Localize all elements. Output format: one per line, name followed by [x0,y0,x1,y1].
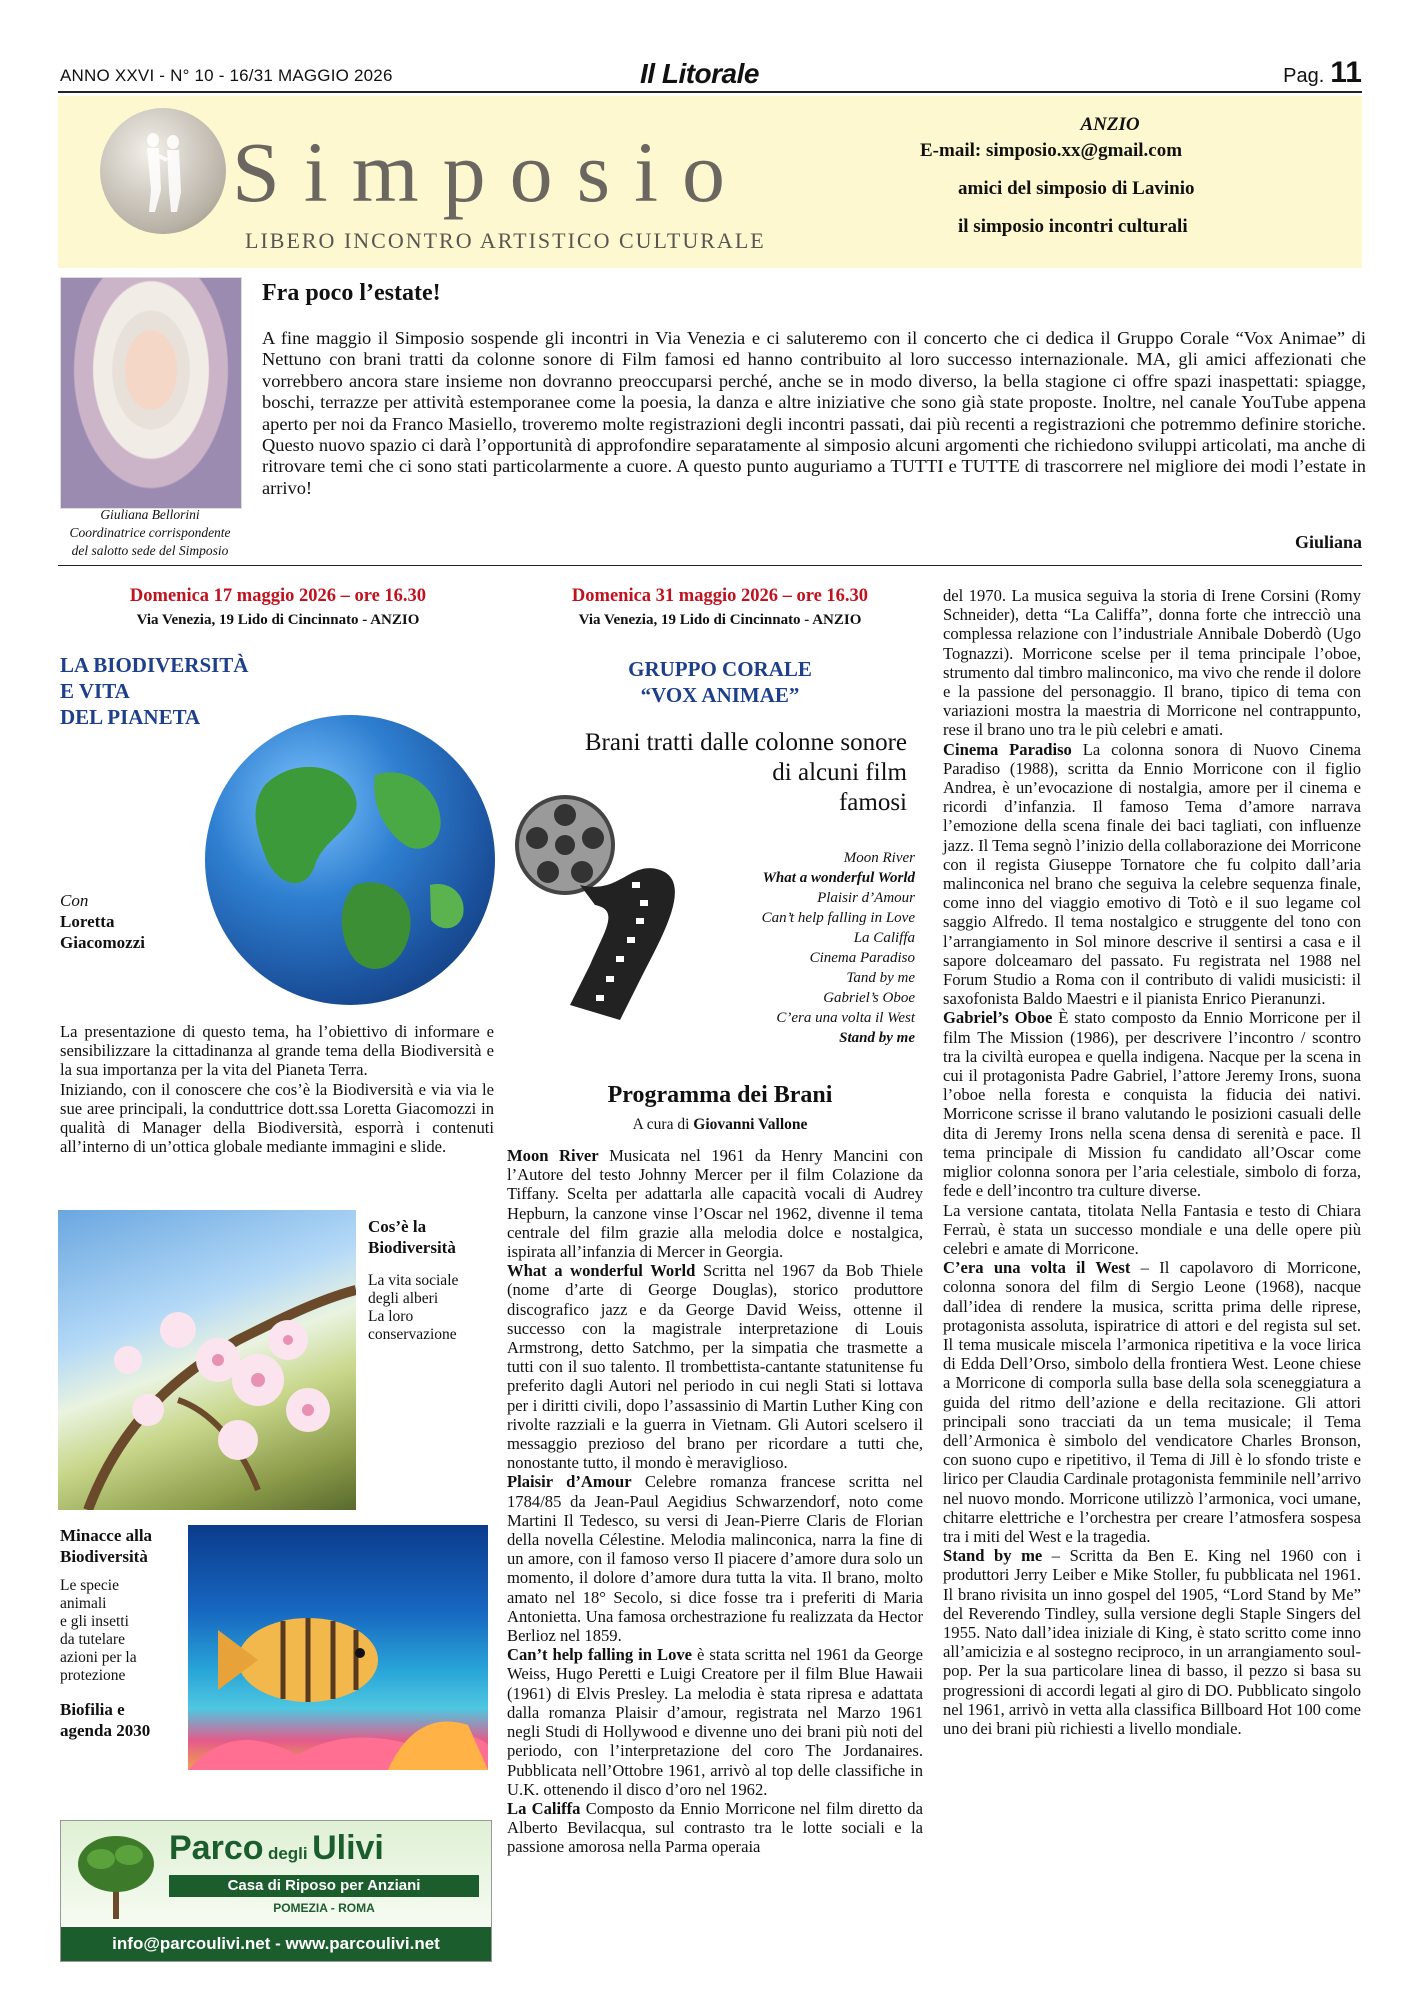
song-2: What a wonderful World [762,870,915,886]
caption-role-2: del salotto sede del Simposio [71,543,229,558]
header-rule [58,91,1362,93]
coordinator-photo [60,277,242,509]
intro-body: A fine maggio il Simposio sospende gli incontri in Via Venezia e ci saluteremo con il concerto che ci dedica il Gruppo Corale “Vox Animae” di Nettuno con brani tratti da colonne sonore di Film famosi ed hanno contribuito al loro successo internazionale. MA, gli amici affezionati che vorrebbero ancora stare insieme non dovranno preoccuparsi perché, anche se in modo diverso, la bella stagione ci offre spazi inaspettati: spiagge, boschi, terrazze per attività estemporanee come la poesia, la danza e altre iniziative che sono già state proposte. Inoltre, nel canale YouTube appena aperto per noi da Franco Masiello, troveremo molte registrazioni degli incontri passati, dai più recenti a registrazioni che potremmo definire storiche. Questo nuovo spazio ci darà l’opportunità di approfondire separatamente al simposio alcuni argomenti che richiedono sviluppi articolati, ma anche di ritrovare temi che ci sono stati particolarmente a cuore. A questo punto auguriamo a TUTTI e TUTTE di trascorrere nel migliore dei modi l’estate in arrivo! [262,328,1366,498]
cinema-paradiso-heading: Cinema Paradiso [943,739,1072,759]
song-8: Gabriel’s Oboe [823,990,915,1006]
event2-title-line1: GRUPPO CORALE [628,657,812,681]
moon-river-para [507,1146,923,1261]
west-text: – Il capolavoro di Morricone, colonna sonora del film di Sergio Leone (1968), nacque dall’idea di rendere la musica, scritta prima delle riprese, protagonista assoluta, ispiratrice di attori e del regista sul set. Il tema musicale miscela l’armonica ripetitiva e la voce lirica di Edda Dell’Orso, simbolo della frontiera West. Leone chiese a Morricone di comporla sulla base della sola sceneggiatura a guida del ritmo dell’azione e della recitazione. Gli attori principali sono tracciati da un tema musicale; il Tema dell’Armonica è simbolo del vendicatore Charles Bronson, con suono cupo e ripetitivo, il Tema di Jill è lo sfondo triste e lirico per Claudia Cardinale protagonista femminile nell’arrivo nel nuovo mondo. Morricone utilizzò l’armonica, voci umane, chitarre elettriche e l’orchestra per creare l’atmosfera sospesa tra i miti del West e la tragedia. [943,1258,1362,1546]
wonderful-world-heading: What a wonderful World [507,1261,696,1281]
gabriels-oboe-text: È stato composto da Ennio Morricone per il film The Mission (1986), per descrivere l’incontro / scontro tra la civiltà europea e quella indigena. Nacque per la scena in cui il protagonista Padre Gabriel, l’attore Jeremy Irons, suona l’oboe nella foresta e conquista la fiducia dei nativi. Morricone scrisse il brano valutando le posizioni casuali delle dita di Jeremy Irons nella scena densa di serenità e pace. Il tema principale di Mission fu candidato all’Oscar come miglior colonna sonora per l’aria celestiale, simbolo di forza, fede e dell’incontro tra culture diverse. [943,1008,1361,1201]
song-6: Cinema Paradiso [809,950,915,966]
contact-block [920,112,1300,240]
event2-subtitle-1: Brani tratti dalle colonne sonore [584,729,907,756]
side3-line-2: agenda 2030 [60,1721,151,1740]
event1-title [60,652,248,730]
speaker-with: Con [60,891,89,910]
blossom-tree-image [58,1210,356,1510]
contact-place: ANZIO [1080,114,1140,135]
event1-title-line3: DEL PIANETA [60,705,201,729]
cant-help-heading: Can’t help falling in Love [507,1645,693,1665]
west-para [943,1258,1361,1546]
ad-contact[interactable]: info@parcoulivi.net - www.parcoulivi.net [61,1927,491,1961]
fish-icon [188,1525,488,1770]
moon-river-heading: Moon River [507,1146,599,1165]
song-1: Moon River [843,850,915,866]
califfa-text: Composto da Ennio Morricone nel film diretto da Alberto Bevilacqua, sul contrasto tra le lotte sociali e la passione amorosa nella Parma operaia [507,1798,923,1857]
side1-line-2: degli alberi [368,1290,439,1307]
ad-name-2: degli [267,1844,308,1863]
side1-line-4: conservazione [368,1326,457,1343]
song-9: C’era una volta il West [776,1010,915,1026]
west-heading: C’era una volta il West [943,1258,1131,1278]
parco-ulivi-ad[interactable] [60,1820,492,1962]
side2-line-3: e gli insetti [60,1613,129,1630]
page-number-block [1283,56,1362,90]
speaker-block [60,890,145,953]
song-list [505,848,915,1048]
song-7: Tand by me [846,970,915,986]
facebook-page-2: il simposio incontri culturali [958,216,1188,237]
stand-by-me-text: – Scritta da Ben E. King nel 1960 con i produttori Jerry Leiber e Mike Stoller, fu pubblicata nel 1961. Il brano rivisita un inno gospel del 1905, “Lord Stand by Me” del Reverendo Tindley, sulla versione degli Staple Singers del 1955. Nato dall’idea iniziale di King, è stato scritto come inno all’amicizia e al sostegno reciproco, in un arrangiamento soul-pop. Per la sua particolare linea di basso, il pezzo si basa su progressioni di accordi legati al giro di DO. Pubblicato singolo nel 1961, arrivò in vetta alla classifica Billboard Hot 100 come uno dei brani più richiesti a livello mondiale. [943,1546,1361,1738]
program-curator [505,1116,935,1134]
wonderful-world-para [507,1261,923,1472]
cinema-paradiso-para [943,740,1361,1009]
gabriels-oboe-para-2: La versione cantata, titolata Nella Fantasia e testo di Chiara Ferraù, è stata un successo mondiale e una delle opere più celebri e amate di Morricone. [943,1200,1361,1258]
caption-role-1: Coordinatrice corrispondente [69,525,231,540]
gabriels-oboe-heading: Gabriel’s Oboe [943,1008,1053,1028]
program-text [507,1146,923,1857]
side2-title-2: Biodiversità [60,1547,148,1566]
flower-icon [58,1210,356,1510]
curator-label: A cura di [632,1116,690,1133]
cant-help-text: è stata scritta nel 1961 da George Weiss, Hugo Peretti e Luigi Creatore per il film Blue Hawaii (1961) di Elvis Presley. La melodia è stata ripresa e adattata dalla romanza Plaisir d’amour, registrata nel Marzo 1961 negli Studi di Hollywood e divenne uno dei brani più noti del periodo, con l’interpretazione del coro The Jordanaires. Pubblicata nell’Ottobre 1961, arrivò al top delle classifiche in U.K. ottenendo il disco d’oro nel 1962. [507,1645,923,1799]
side1-title-1: Cos’è la [368,1217,427,1236]
event1-description [60,1022,494,1156]
song-5: La Califfa [853,930,915,946]
side3-line-1: Biofilia e [60,1700,125,1719]
event1-address: Via Venezia, 19 Lido di Cincinnato - ANZIO [136,612,420,628]
olive-tree-icon [71,1829,161,1921]
event1-para-1: La presentazione di questo tema, ha l’obiettivo di informare e sensibilizzare la cittadinanza al grande tema della Biodiversità e la sua importanza per la vita del Pianeta Terra. [60,1022,494,1080]
section-rule [58,565,1362,566]
event2-title [505,656,935,708]
ad-banner [61,1821,491,1926]
caption-name: Giuliana Bellorini [100,507,200,522]
side2-line-4: da tutelare [60,1631,125,1648]
facebook-page-1: amici del simposio di Lavinio [958,178,1195,199]
event2-date: Domenica 31 maggio 2026 – ore 16.30 [571,586,869,606]
contact-email: E-mail: simposio.xx@gmail.com [920,140,1183,161]
side2-line-5: azioni per la [60,1649,137,1666]
continents-icon [205,715,495,1005]
side2-title-1: Minacce alla [60,1526,153,1545]
califfa-continued: del 1970. La musica seguiva la storia di Irene Corsini (Romy Schneider), detta “La Califfa”, donna forte che intrecciò una complessa relazione con l’industriale Annibale Doberdò (Ugo Tognazzi). Morricone scelse per il tema principale l’oboe, strumento dal timbro malinconico, ma vivo che rende il dolore e la passione del personaggio. Il brano, tipico di tema con variazioni mostra la maestria di Morricone nel contrappunto, rese il brano uno tra le più celebri e amati. [943,586,1361,740]
simposio-subtitle: LIBERO INCONTRO ARTISTICO CULTURALE [245,228,766,253]
moon-river-text: Musicata nel 1961 da Henry Mancini con l’Autore del testo Johnny Mercer per il film Colazione da Tiffany. Scelta per adattarla alle capacità vocali di Audrey Hepburn, la canzone vinse l’Oscar nel 1962, divenne il tema centrale del film grazie alla melodia dolce e nostalgica, ispirata all’infanzia di Mercer in Georgia. [507,1146,923,1262]
gabriels-oboe-para [943,1008,1361,1200]
wonderful-world-text: Scritta nel 1967 da Bob Thiele (nome d’arte di George Douglas), storico produttore discografico jazz e da George David Weiss, ottenne il successo con la magistrale interpretazione di Louis Armstrong, detto Satchmo, per la simpatia che trasmette a tutti con il suo talento. Il trombettista-cantante statunitense fu preferito dagli Autori nel periodo in cui negli Stati si lottava per i diritti civili, dopo l’assassinio di Martin Luther King con rivolte razziali e la guerra in Vietnam. Gli Autori scelsero il messaggio prezioso del brano per ricordare a tutti che, nonostante tutto, il mondo è meraviglioso. [507,1261,923,1473]
song-3: Plaisir d’Amour [817,890,915,906]
ad-place: POMEZIA - ROMA [273,1901,375,1915]
simposio-title: Simposio [232,124,749,220]
event2-address: Via Venezia, 19 Lido di Cincinnato - ANZIO [578,612,862,628]
program-title: Programma dei Brani [607,1082,833,1108]
event1-para-2: Iniziando, con il conoscere che cos’è la Biodiversità e via via le sue aree principali, la conduttrice dott.ssa Loretta Giacomozzi in qualità di Manager della Biodiversità, esporrà i contenuti all’interno di un’ottica globale mediante immagini e slide. [60,1079,494,1157]
side1-line-1: La vita sociale [368,1272,459,1289]
event2-subtitle-3: famosi [838,789,907,816]
song-10: Stand by me [839,1030,915,1046]
event1-date: Domenica 17 maggio 2026 – ore 16.30 [129,586,427,606]
califfa-heading: La Califfa [507,1798,581,1818]
side1-line-3: La loro [368,1308,414,1325]
side1-title-2: Biodiversità [368,1238,456,1257]
issue-info: ANNO XXVI - N° 10 - 16/31 MAGGIO 2026 [60,66,393,85]
song-4: Can’t help falling in Love [761,910,915,926]
event2-title-line2: “VOX ANIMAE” [640,683,800,707]
curator-name: Giovanni Vallone [693,1116,808,1133]
cant-help-para [507,1645,923,1799]
side2-line-1: Le specie [60,1577,119,1594]
biodiversity-side-1 [368,1216,496,1344]
coral-reef-image [188,1525,488,1770]
ad-name-3: Ulivi [312,1829,384,1867]
intro-title: Fra poco l’estate! [262,280,441,306]
cinema-paradiso-text: La colonna sonora di Nuovo Cinema Paradiso (1988), scritta da Ennio Morricone con il figlio Andrea, è un’evocazione di nostalgia, amore per il cinema e ricordi d’infanzia. Il famoso Tema d’amore narrava l’emozione della scena finale dei baci tagliati, con influenze jazz. Il Tema segnò l’inizio della collaborazione dei Morricone con il regista Giuseppe Tornatore che fu colpito dall’aria malinconica nel brano che seguiva la celebre sequenza finale, come inno del viaggio emotivo di Totò e il suo legame col saggio Alfredo. Il tema nostalgico e struggente del tono con l’arrangiamento in Sol minore descrive il sentirsi a casa e il sapore dolceamaro del passato. Fu registrata nel 1988 nel Forum Studio a Roma con il contributo di validi musicisti: il saxofonista Baldo Maestri e il pianista Enrico Pieranunzi. [943,739,1361,1009]
biodiversity-side-2 [60,1525,184,1741]
stand-by-me-para [943,1546,1361,1738]
plaisir-heading: Plaisir d’Amour [507,1472,632,1492]
speaker-last-name: Giacomozzi [60,933,145,952]
speaker-first-name: Loretta [60,912,115,931]
globe-image [205,715,495,1005]
plaisir-para [507,1472,923,1645]
intro-signature: Giuliana [1294,532,1362,552]
newspaper-title: Il Litorale [640,58,759,89]
event1-title-line1: LA BIODIVERSITÀ [60,653,249,677]
side2-line-2: animali [60,1595,107,1612]
page-label: Pag. [1283,65,1325,87]
event1-title-line2: E VITA [60,679,130,703]
event2-subtitle-2: di alcuni film [772,759,907,786]
plaisir-text: Celebre romanza francese scritta nel 1784/85 da Jean-Paul Aegidius Schwarzendorf, noto come Martini Il Tedesco, su versi di Jean-Pierre Claris de Florian della novella Célestine. Melodia malinconica, narra la fine di un amore, con il famoso verso Il piacere d’amore dura solo un momento, il dolore d’amore dura tutta la vita. Il brano, molto amato nel 18° Secolo, si dice fosse tra i preferiti di Maria Antonietta. Una famosa orchestrazione fu realizzata da Hector Berlioz nel 1859. [507,1472,924,1646]
califfa-para [507,1799,923,1857]
side2-line-6: protezione [60,1667,126,1684]
stand-by-me-heading: Stand by me [943,1546,1043,1566]
ad-subtitle: Casa di Riposo per Anziani [169,1875,479,1897]
page-number: 11 [1330,56,1362,89]
ad-name-1: Parco [169,1829,264,1867]
dancers-icon [135,130,191,214]
program-text-continued [943,586,1361,1738]
photo-caption [52,506,248,560]
